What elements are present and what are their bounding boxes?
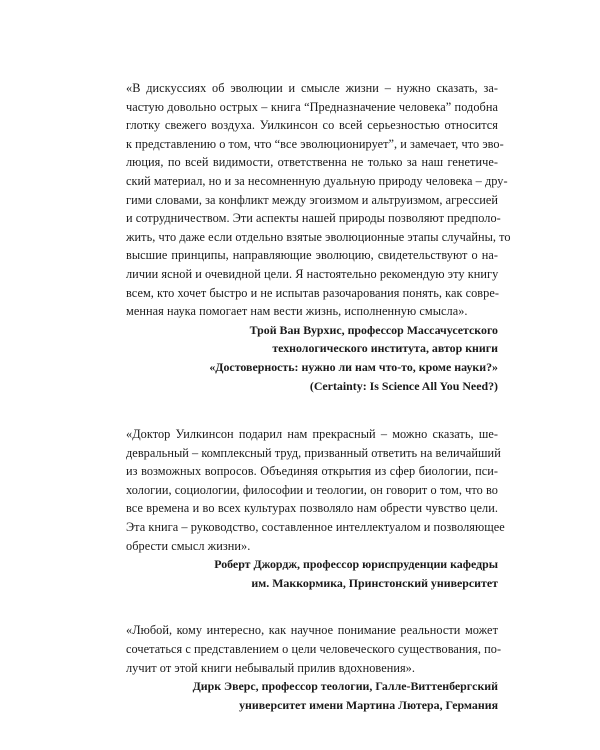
quote-line: высшие принципы, направляющие эволюцию, свидетельствуют о на- [126, 248, 498, 263]
quote-line: жить, что даже если отдельно взятые эволюционные этапы случайны, то [126, 229, 511, 244]
quote-line: «В дискуссиях об эволюции и смысле жизни – нужно сказать, за- [126, 81, 498, 95]
quote-line: всем, кто хочет быстро и не испытав разочарования понять, как совре- [126, 285, 500, 300]
quote-line: все времена и во всех культурах позволяло нам обрести чувство цели. [126, 501, 498, 516]
attribution-line: Трой Ван Вурхис, профессор Массачусетского [249, 322, 498, 337]
quote-line: девральный – комплексный труд, призванный ответить на величайший [126, 445, 501, 460]
quote-line: глотку свежего воздуха. Уилкинсон со всей серьезностью относится [126, 118, 498, 133]
quote-line: гими словами, за конфликт между эгоизмом и альтруизмом, агрессией [126, 192, 498, 207]
quote-line: сочетаться с представлением о цели человеческого существования, по- [126, 642, 502, 657]
quote-line: обрести смысл жизни». [126, 538, 251, 553]
attribution-line: технологического института, автор книги [272, 341, 498, 356]
quote-line: частую довольно острых – книга “Предназначение человека” подобна [126, 99, 498, 114]
endorsement-quote-1 [126, 79, 511, 395]
quote-line: «Доктор Уилкинсон подарил нам прекрасный – можно сказать, ше- [126, 427, 498, 442]
endorsement-quote-3 [126, 621, 502, 714]
quote-line: из возможных вопросов. Объединяя открытия из сфер биологии, пси- [126, 464, 498, 479]
attribution-1 [126, 321, 498, 395]
spacer [126, 395, 498, 425]
quote-line: хологии, социологии, философии и теологии, он говорит о том, что во [126, 482, 498, 497]
endorsements-page [126, 79, 511, 714]
endorsement-quote-2 [126, 425, 505, 592]
quote-line: «Любой, кому интересно, как научное понимание реальности может [126, 623, 498, 638]
quote-line: лучит от этой книги небывалый прилив вдохновения». [126, 660, 415, 675]
attribution-line: Дирк Эверс, профессор теологии, Галле-Виттенбергский [192, 679, 498, 694]
spacer [126, 592, 498, 621]
quote-line: ский материал, но и за несомненную дуальную природу человека – дру- [126, 173, 508, 188]
quote-line: личии ясной и очевидной цели. Я настоятельно рекомендую эту книгу [126, 266, 499, 281]
quote-line: менная наука помогает нам вести жизнь, исполненную смысла». [126, 304, 468, 319]
attribution-line: университет имени Мартина Лютера, Германия [239, 697, 498, 712]
attribution-line: им. Маккормика, Принстонский университет [251, 575, 498, 590]
attribution-line: Роберт Джордж, профессор юриспруденции кафедры [214, 557, 498, 572]
quote-line: люция, по всей видимости, ответственна не только за наш генетиче- [126, 155, 498, 170]
attribution-line: «Достоверность: нужно ли нам что-то, кроме науки?» [209, 359, 498, 374]
quote-line: Эта книга – руководство, составленное интеллектуалом и позволяющее [126, 520, 505, 535]
quote-line: и сотрудничеством. Эти аспекты нашей природы позволяют предполо- [126, 211, 501, 226]
quote-line: к представлению о том, что “все эволюционирует”, и замечает, что эво- [126, 136, 504, 151]
attribution-3 [126, 677, 498, 714]
attribution-line: (Certainty: Is Science All You Need?) [309, 378, 498, 393]
attribution-2 [126, 555, 498, 592]
